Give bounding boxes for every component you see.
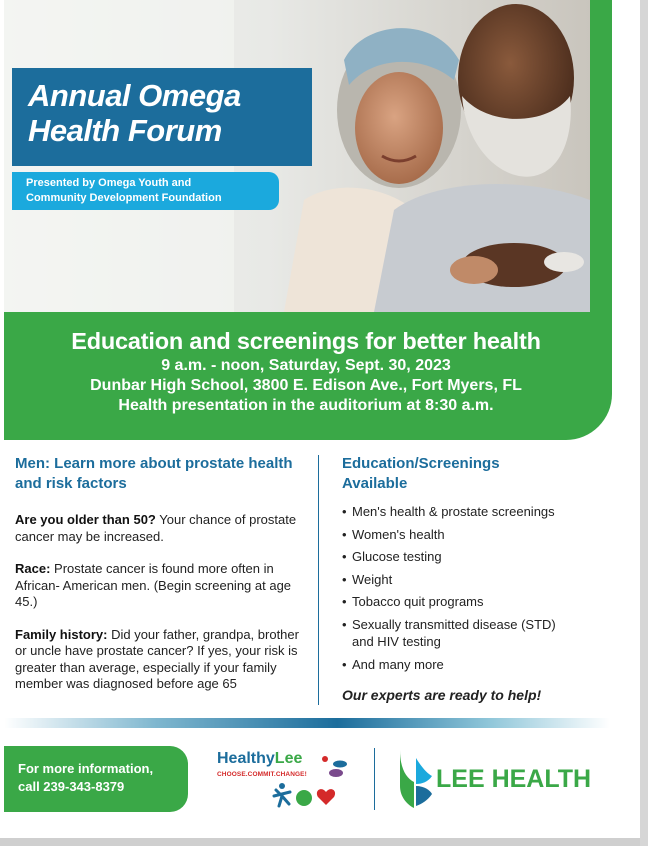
column-divider — [318, 455, 319, 705]
event-details — [4, 356, 608, 416]
list-item: • Men's health & prostate screenings — [342, 503, 612, 520]
contact-line-1: For more information, — [18, 761, 154, 776]
title-line-1: Annual Omega — [28, 78, 241, 113]
gradient-divider — [4, 718, 610, 728]
race-text: Prostate cancer is found more often in African- American men. (Begin screening at age 45.) — [15, 561, 292, 609]
race-paragraph — [15, 561, 305, 611]
family-text: Did your father, grandpa, brother or uncle have prostate cancer? If yes, your risk is greater than average, especially if your family member was diagnosed before age 65 — [15, 626, 299, 691]
presented-line-1: Presented by Omega Youth and — [26, 177, 192, 189]
list-item: • And many more — [342, 656, 612, 673]
race-bold: Race: — [15, 561, 51, 576]
list-item: • Glucose testing — [342, 548, 612, 565]
men-heading: Men: Learn more about prostate health and risk factors — [15, 455, 293, 492]
footer-divider — [374, 748, 375, 810]
healthylee-healthy: Healthy — [217, 750, 275, 767]
contact-text — [18, 760, 186, 796]
tagline: Our experts are ready to help! — [342, 686, 542, 703]
page-right-edge — [640, 0, 648, 846]
age-bold: Are you older than 50? — [15, 512, 156, 527]
presented-by-text — [26, 176, 276, 206]
healthylee-tagline: CHOOSE.COMMIT.CHANGE! — [217, 771, 307, 778]
healthylee-logo-icon — [214, 746, 354, 814]
presented-line-2: Community Development Foundation — [26, 192, 222, 204]
age-text: Your chance of prostate cancer may be increased. — [15, 512, 297, 544]
event-location: Dunbar High School, 3800 E. Edison Ave., Fort Myers, FL — [90, 377, 522, 394]
services-section — [342, 454, 612, 703]
family-bold: Family history: — [15, 626, 108, 642]
list-item: • Sexually transmitted disease (STD) and HIV testing — [342, 616, 572, 650]
men-section — [15, 454, 305, 693]
page-bottom-edge — [0, 838, 648, 846]
list-item: • Women's health — [342, 526, 612, 543]
services-list — [342, 503, 612, 673]
services-heading: Education/Screenings Available — [342, 455, 500, 492]
event-time: 9 a.m. - noon, Saturday, Sept. 30, 2023 — [161, 357, 451, 374]
family-paragraph — [15, 627, 305, 693]
event-title — [28, 78, 318, 148]
lee-health-logo-icon — [398, 748, 434, 810]
title-line-2: Health Forum — [28, 113, 222, 148]
healthylee-lee: Lee — [274, 750, 303, 767]
banner-heading: Education and screenings for better health — [71, 328, 541, 354]
list-item: • Tobacco quit programs — [342, 593, 612, 610]
lee-health-wordmark: LEE HEALTH — [436, 765, 592, 793]
contact-phone[interactable]: call 239-343-8379 — [18, 779, 125, 794]
age-paragraph — [15, 512, 305, 545]
event-presentation: Health presentation in the auditorium at 8:30 a.m. — [118, 397, 494, 414]
list-item: • Weight — [342, 571, 612, 588]
